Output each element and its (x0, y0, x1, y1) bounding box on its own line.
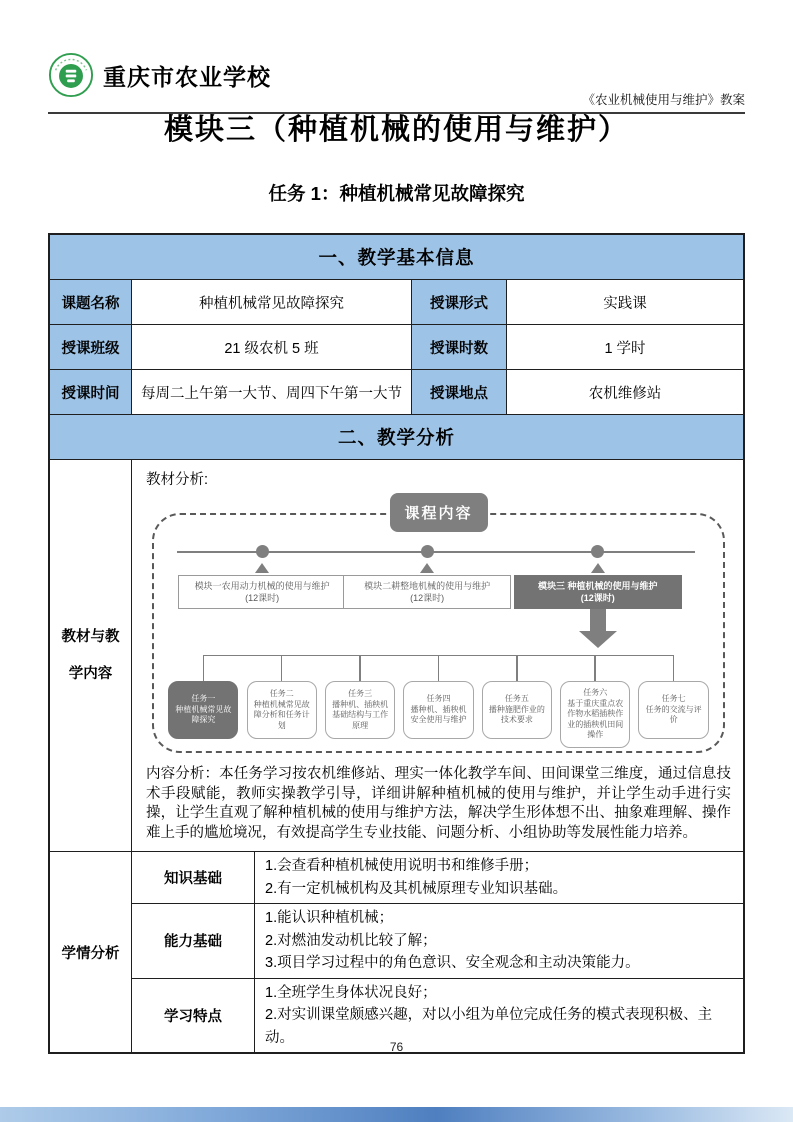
timeline-dot (421, 545, 434, 558)
material-row-label: 教材与教学内容 (50, 460, 132, 851)
page-number: 76 (389, 1040, 404, 1054)
row-label: 授课形式 (412, 280, 507, 324)
table-row-material (50, 459, 743, 851)
module-title: 模块三（种植机械的使用与维护） (163, 114, 629, 146)
sub-row-label: 知识基础 (132, 852, 255, 903)
timeline-dot (256, 545, 269, 558)
task-desc: 种植机械常见故障探究 (175, 704, 232, 725)
content-line: 2.对实训课堂颇感兴趣，对以小组为单位完成任务的模式表现积极、主动。 (265, 1007, 713, 1046)
content-line: 3.项目学习过程中的角色意识、安全观念和主动决策能力。 (265, 955, 640, 971)
table-row (50, 324, 743, 369)
row-label: 授课时间 (50, 370, 132, 414)
sub-row-label: 学习特点 (132, 979, 255, 1053)
task-box (403, 681, 473, 739)
row-label: 授课时数 (412, 325, 507, 369)
task-desc: 种植机械常见故障分析和任务计划 (253, 699, 310, 730)
module-node-2 (343, 545, 511, 609)
task-box (247, 681, 317, 739)
task-label: 任务一 (191, 694, 216, 704)
task-box (638, 681, 708, 739)
task-desc: 任务的交流与评价 (645, 704, 702, 725)
sub-row-content (255, 852, 743, 903)
section-header-teaching-analysis: 二、教学分析 (50, 415, 743, 459)
section-header-basic-info: 一、教学基本信息 (50, 235, 743, 279)
row-value: 1 学时 (604, 340, 646, 357)
module-box-highlighted (514, 575, 682, 609)
school-name: 重庆市农业学校 (103, 64, 271, 90)
task-label: 任务七 (661, 694, 686, 704)
task-node-5 (482, 655, 552, 748)
task-desc: 播种机、插秧机安全使用与维护 (410, 704, 467, 725)
table-row-learner (50, 851, 743, 1052)
module-box (178, 575, 346, 609)
content-line: 2.有一定机械机构及其机械原理专业知识基础。 (265, 880, 568, 897)
learner-sub-row (132, 903, 743, 978)
tree-connector-line (203, 655, 673, 656)
learner-sub-row (132, 852, 743, 903)
document-label: 《农业机械使用与维护》教案 (582, 93, 745, 107)
task-label: 任务三 (348, 689, 373, 698)
task-box-highlighted (168, 681, 238, 739)
task-desc: 播种机、插秧机基础结构与工作原理 (332, 699, 389, 730)
up-arrow-icon (420, 563, 434, 573)
material-analysis-intro: 教材分析: (146, 472, 209, 488)
lesson-plan-table (48, 233, 745, 1054)
module-label: 模块一农用动力机械的使用与维护 (194, 581, 330, 591)
row-value: 实践课 (603, 295, 647, 312)
module-hours: (12课时) (245, 593, 280, 603)
task-box (482, 681, 552, 739)
content-line: 1.会查看种植机械使用说明书和维修手册； (265, 858, 539, 874)
material-content-cell (132, 460, 743, 851)
task-node-4 (403, 655, 473, 748)
row-value: 21 级农机 5 班 (132, 325, 412, 369)
school-logo-icon (48, 52, 94, 98)
task-desc: 基于重庆重点农作物水稻插秧作业的插秧机田间操作 (567, 698, 624, 739)
diagram-title-box: 课程内容 (389, 493, 487, 532)
task-label: 任务二 (269, 689, 294, 698)
row-label: 授课地点 (412, 370, 507, 414)
module-node-3 (514, 545, 682, 609)
timeline-dot (591, 545, 604, 558)
content-analysis-paragraph: 内容分析：本任务学习按农机维修站、理实一体化教学车间、田间课堂三维度，通过信息技术手段赋能，教师实操教学引导，详细讲解种植机械的使用与维护，并让学生动手进行实操，让学生直观了解种植机械的使用与维护方法，解决学生形体想不出、抽象难理解、操作难上手的尴尬境况，有效提高学生专业技能、问题分析、小组协助等发展性能力培养。 (146, 766, 731, 841)
row-value: 每周二上午第一大节、周四下午第一大节 (132, 370, 412, 414)
task-label: 任务五 (504, 694, 529, 704)
table-row (50, 279, 743, 324)
row-label: 课题名称 (50, 280, 132, 324)
diagram-dashed-container (152, 513, 725, 753)
row-value: 农机维修站 (588, 385, 662, 402)
task-node-6 (560, 655, 630, 748)
learner-row-label: 学情分析 (50, 852, 132, 1052)
task-title: 任务 1：种植机械常见故障探究 (268, 183, 525, 204)
task-box (560, 681, 630, 748)
task-label: 任务六 (583, 688, 608, 697)
module-hours: (12课时) (410, 593, 445, 603)
content-line: 2.对燃油发动机比较了解； (265, 932, 437, 949)
module-label: 模块三 种植机械的使用与维护 (538, 581, 658, 591)
task-label: 任务四 (426, 694, 451, 704)
learner-sub-rows (132, 852, 743, 1052)
footer-decoration-bar (0, 1107, 793, 1122)
down-arrow-icon (579, 609, 617, 649)
page-header (48, 52, 745, 114)
up-arrow-icon (255, 563, 269, 573)
sub-row-label: 能力基础 (132, 904, 255, 978)
row-label: 授课班级 (50, 325, 132, 369)
task-box (325, 681, 395, 739)
up-arrow-icon (591, 563, 605, 573)
content-line: 1.全班学生身体状况良好； (265, 984, 437, 1001)
task-tree (168, 655, 709, 748)
module-hours: (12课时) (580, 593, 615, 603)
task-node-1 (168, 655, 238, 748)
task-node-2 (247, 655, 317, 748)
table-row (50, 369, 743, 414)
task-node-3 (325, 655, 395, 748)
task-node-7 (638, 655, 708, 748)
module-box (343, 575, 511, 609)
row-value: 种植机械常见故障探究 (132, 280, 412, 324)
module-label: 模块二耕整地机械的使用与维护 (364, 581, 491, 591)
content-line: 1.能认识种植机械； (265, 910, 394, 926)
module-node-1 (178, 545, 346, 609)
sub-row-content (255, 904, 743, 978)
task-desc: 播种施肥作业的技术要求 (488, 704, 545, 725)
course-content-diagram (148, 493, 729, 755)
